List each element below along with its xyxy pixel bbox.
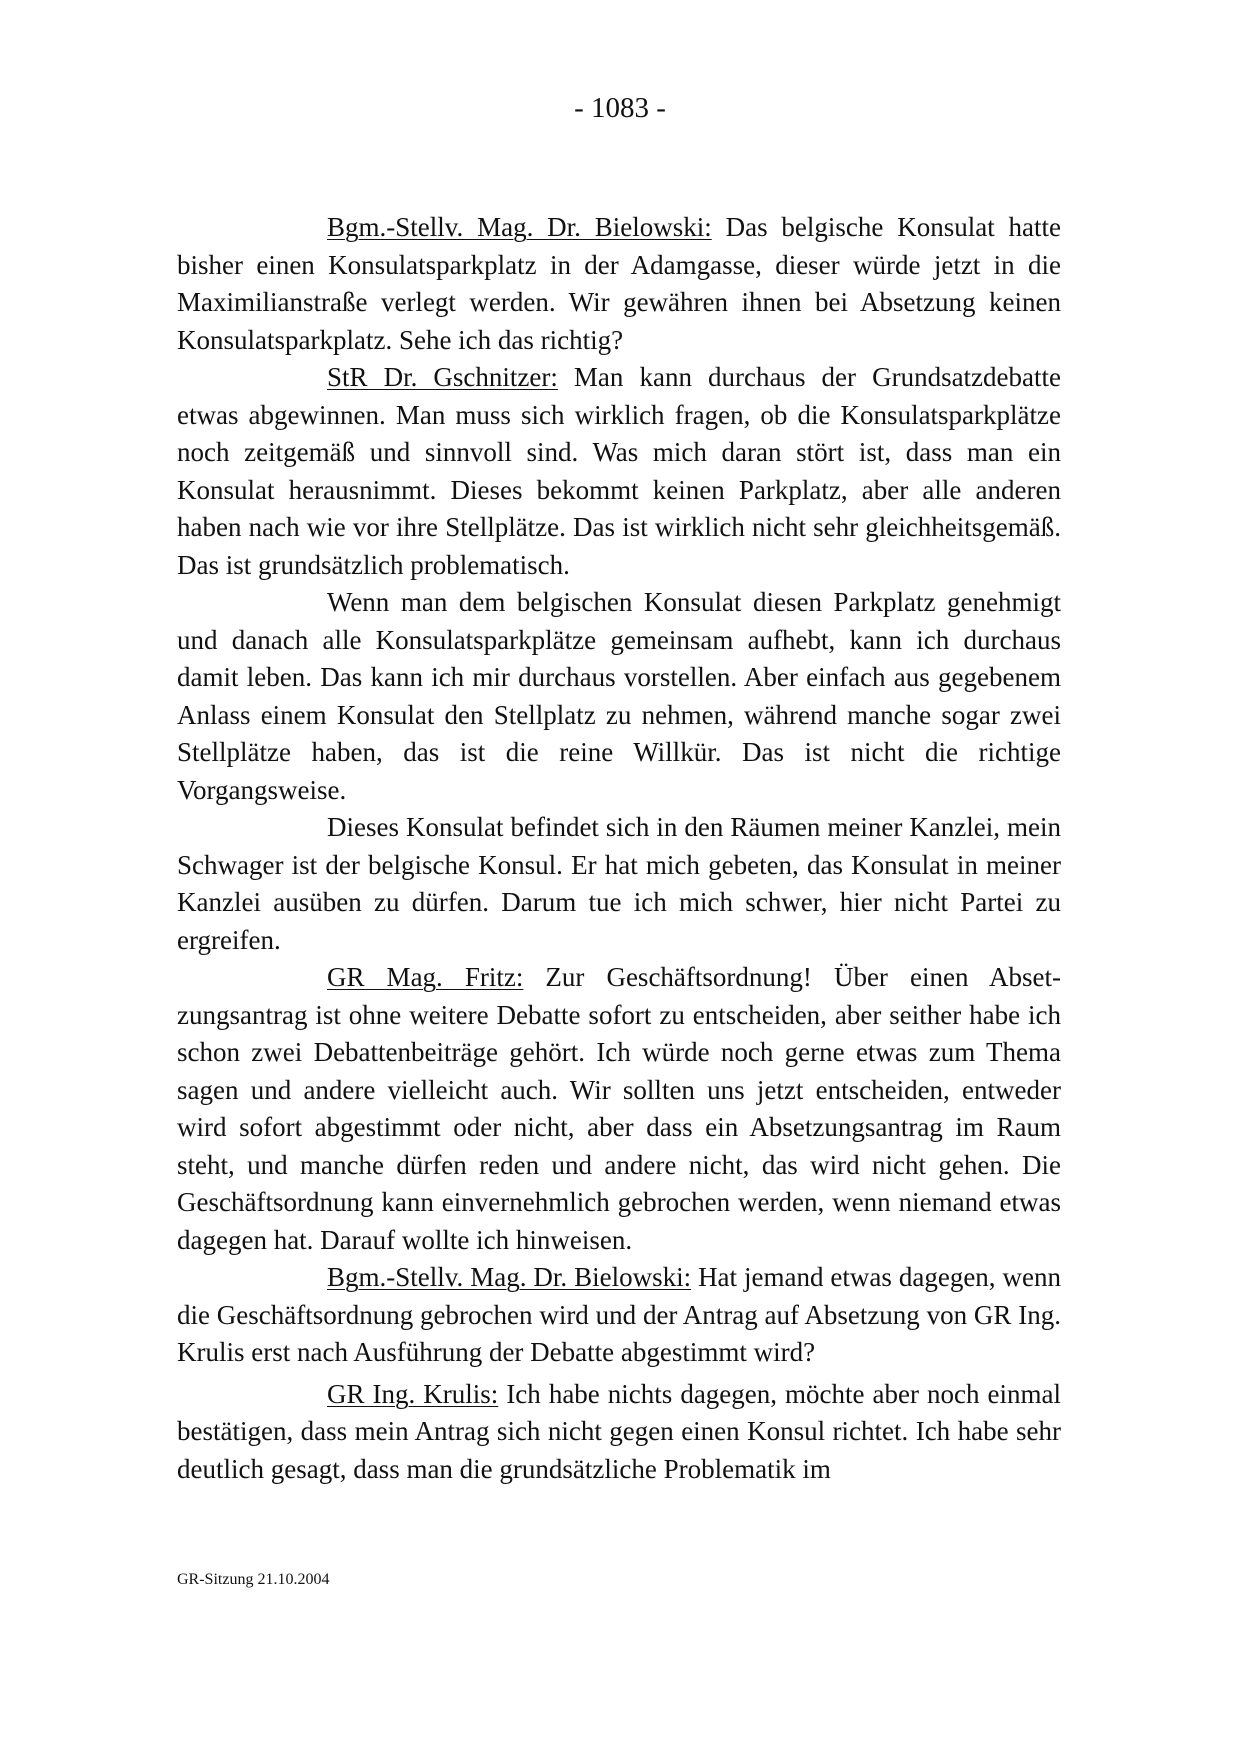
paragraph-text: Man kann durchaus der Grundsatzdebatte etwas abgewinnen. Man muss sich wirklich fragen, ob die Konsulatsparkplätze noch zeitgemäß und sinnvoll sind. Was mich daran stört ist, dass man ein Konsulat herausnimmt. Dieses bekommt keinen Parkplatz, aber alle anderen haben nach wie vor ihre Stellplätze. Das ist wirklich nicht sehr gleichheitsgemäß. Das ist grundsätzlich problematisch. — [177, 362, 1061, 580]
paragraph-text: Wenn man dem belgischen Konsulat diesen Parkplatz genehmigt und danach alle Konsulatsparkplätze gemeinsam aufhebt, kann ich durchaus damit leben. Das kann ich mir durchaus vorstellen. Aber einfach aus gegebenem Anlass einem Konsulat den Stellplatz zu nehmen, während manche sogar zwei Stellplätze haben, das ist die reine Willkür. Das ist nicht die richtige Vorgangsweise. — [177, 587, 1061, 805]
paragraph-text: Ich habe nichts dagegen, möchte aber noch einmal bestätigen, dass mein Antrag sich nicht gegen einen Konsul richtet. Ich habe sehr deutlich gesagt, dass man die grundsätzliche Problematik im — [177, 1378, 1061, 1484]
speaker-name: StR Dr. Gschnitzer: — [327, 362, 558, 392]
paragraph-text: Zur Geschäftsordnung! Über einen Absetzungsantrag ist ohne weitere Debatte sofort zu entscheiden, aber seither habe ich schon zwei Debattenbeiträge gehört. Ich würde noch gerne etwas zum Thema sagen und andere vielleicht auch. Wir sollten uns jetzt entscheiden, entweder wird sofort abgestimmt oder nicht, aber dass ein Absetzungsantrag im Raum steht, und manche dürfen reden und andere nicht, das wird nicht gehen. Die Geschäftsordnung kann einvernehmlich gebrochen werden, wenn niemand etwas dagegen hat. Darauf wollte ich hinweisen. — [177, 962, 1061, 1255]
speaker-name: Bgm.-Stellv. Mag. Dr. Bielowski: — [327, 1262, 692, 1292]
page-number: - 1083 - — [574, 92, 666, 124]
protocol-text — [177, 209, 1061, 1488]
footer-session-date: GR-Sitzung 21.10.2004 — [177, 1571, 330, 1588]
paragraph-krulis — [177, 1376, 1061, 1489]
paragraph-gschnitzer-cont-2 — [177, 809, 1061, 959]
paragraph-text: Hat jemand etwas dagegen, wenn die Geschäftsordnung gebrochen wird und der Antrag auf Absetzung von GR Ing. Krulis erst nach Ausführung der Debatte abgestimmt wird? — [177, 1262, 1061, 1367]
paragraph-text: Dieses Konsulat befindet sich in den Räumen meiner Kanzlei, mein Schwager ist der belgische Konsul. Er hat mich gebeten, das Konsulat in meiner Kanzlei ausüben zu dürfen. Darum tue ich mich schwer, hier nicht Partei zu ergreifen. — [177, 812, 1061, 955]
paragraph-bielowski-1 — [177, 209, 1061, 359]
paragraph-fritz — [177, 959, 1061, 1259]
speaker-name: Bgm.-Stellv. Mag. Dr. Bielowski: — [327, 212, 712, 242]
paragraph-gschnitzer-cont-1 — [177, 584, 1061, 809]
paragraph-gschnitzer — [177, 359, 1061, 584]
paragraph-bielowski-2 — [177, 1259, 1061, 1372]
speaker-name: GR Ing. Krulis: — [327, 1378, 499, 1409]
speaker-name: GR Mag. Fritz: — [327, 962, 524, 992]
paragraph-text: Das belgische Konsulat hatte bisher einen Konsulatsparkplatz in der Adamgasse, dieser würde jetzt in die Maximilianstraße verlegt werden. Wir gewähren ihnen bei Absetzung keinen Konsulatsparkplatz. Sehe ich das richtig? — [177, 212, 1061, 355]
